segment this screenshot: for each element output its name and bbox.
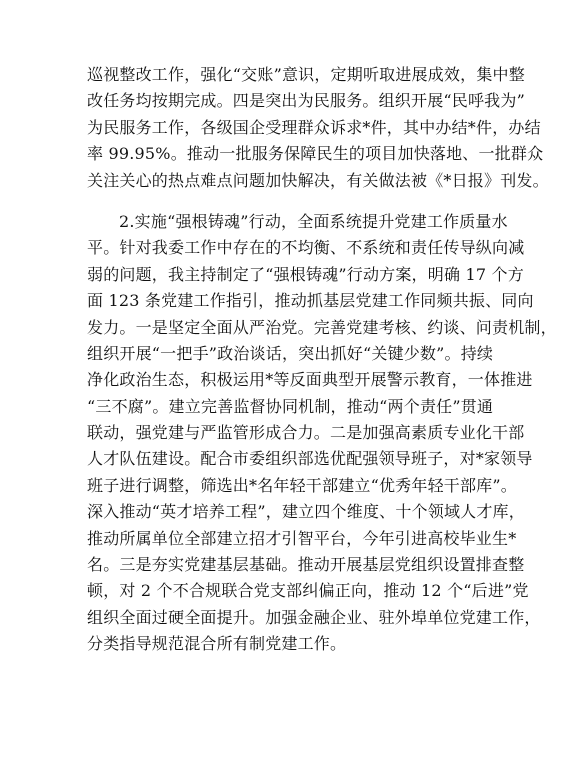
text-line: 面 123 条党建工作指引，推动抓基层党建工作同频共振、同向 (87, 291, 534, 311)
document-body (87, 62, 557, 658)
text-line: 发力。一是坚定全面从严治党。完善党建考核、约谈、问责机制， (87, 317, 557, 337)
text-line: 组织开展“一把手”政治谈话，突出抓好“关键少数”。持续 (87, 343, 494, 363)
paragraph-2 (87, 209, 557, 658)
text-line: 关注关心的热点难点问题加快解决，有关做法被《*日报》刊发。 (87, 170, 549, 190)
paragraph-gap (87, 194, 507, 209)
text-line: 顿，对 2 个不合规联合党支部纠偏正向，推动 12 个“后进”党 (87, 581, 529, 601)
text-line: 为民服务工作，各级国企受理群众诉求*件，其中办结*件，办结 (87, 117, 541, 137)
text-line: 2.实施“强根铸魂”行动，全面系统提升党建工作质量水 (119, 211, 508, 231)
text-line: 名。三是夯实党建基层基础。推动开展基层党组织设置排查整 (87, 555, 525, 575)
text-line: 弱的问题，我主持制定了“强根铸魂”行动方案，明确 17 个方 (87, 264, 524, 284)
text-line: 巡视整改工作，强化“交账”意识，定期听取进展成效，集中整 (87, 65, 525, 84)
text-line: 人才队伍建设。配合市委组织部选优配强领导班子，对*家领导 (87, 449, 533, 469)
text-line: 改任务均按期完成。四是突出为民服务。组织开展“民呼我为” (87, 91, 525, 111)
text-line: 净化政治生态，积极运用*等反面典型开展警示教育，一体推进 (87, 370, 533, 390)
text-line: 率 99.95%。推动一批服务保障民生的项目加快落地、一批群众 (87, 144, 544, 164)
text-line: 推动所属单位全部建立招才引智平台，今年引进高校毕业生* (87, 528, 517, 548)
text-line: 深入推动“英才培养工程”，建立四个维度、十个领域人才库， (87, 502, 525, 522)
text-line: 班子进行调整，筛选出*名年轻干部建立“优秀年轻干部库”。 (87, 475, 517, 495)
paragraph-1 (87, 62, 549, 194)
text-line: 平。针对我委工作中存在的不均衡、不系统和责任传导纵向减 (87, 238, 525, 258)
text-line: 组织全面过硬全面提升。加强金融企业、驻外埠单位党建工作， (87, 607, 541, 627)
text-line: “三不腐”。建立完善监督协同机制，推动“两个责任”贯通 (87, 396, 494, 416)
text-line: 分类指导规范混合所有制党建工作。 (87, 634, 347, 654)
text-line: 联动，强党建与严监管形成合力。二是加强高素质专业化干部 (87, 423, 525, 443)
